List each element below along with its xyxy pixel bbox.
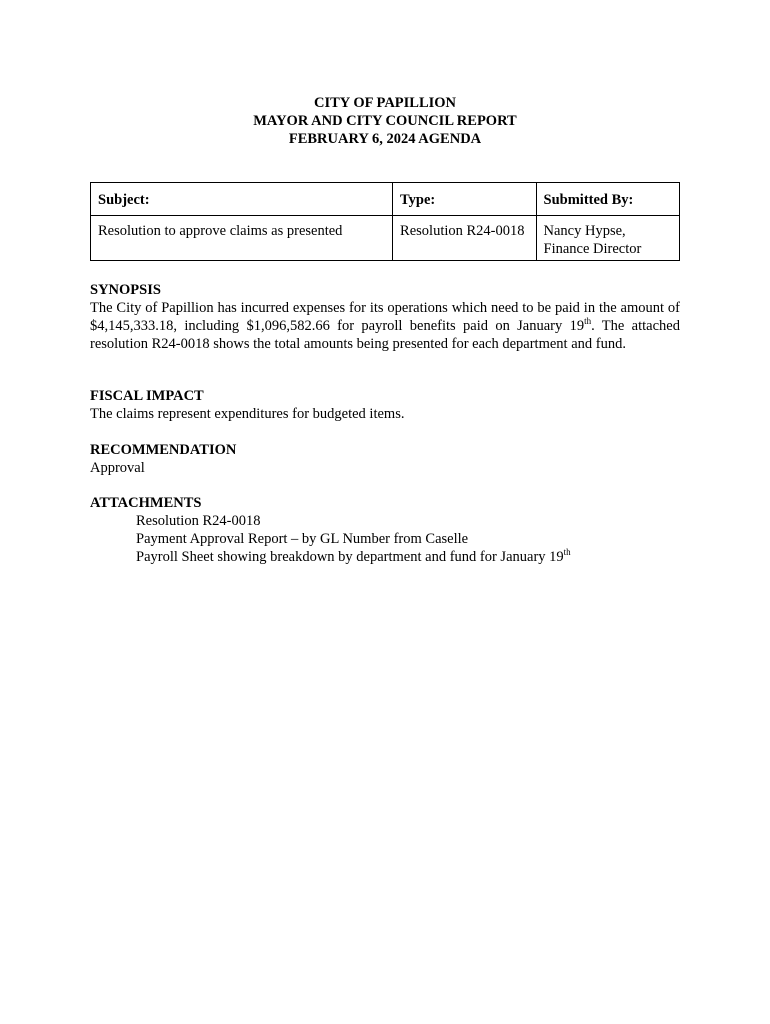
info-table-row (91, 216, 680, 261)
synopsis-title: SYNOPSIS (90, 282, 161, 298)
subject-header: Subject: (91, 183, 393, 216)
type-header: Type: (393, 183, 536, 216)
attachment-item: Resolution R24-0018 (136, 513, 261, 529)
recommendation-title: RECOMMENDATION (90, 442, 237, 458)
attachment-item (136, 548, 680, 566)
type-cell: Resolution R24-0018 (393, 216, 536, 261)
attachment-item-superscript: th (563, 547, 571, 558)
attachments-title: ATTACHMENTS (90, 495, 202, 511)
synopsis-text-part1: The City of Papillion has incurred expenses for its operations which need to be paid in the amount of $4,145,333.18, including $1,096,582.66 for payroll benefits paid on January 19 (90, 300, 680, 334)
submitted-by-header: Submitted By: (536, 183, 679, 216)
synopsis-text (90, 299, 680, 353)
fiscal-impact-text: The claims represent expenditures for budgeted items. (90, 406, 405, 422)
recommendation-section (90, 441, 680, 477)
header-agenda-date: FEBRUARY 6, 2024 AGENDA (288, 131, 482, 147)
recommendation-text: Approval (90, 460, 145, 476)
fiscal-impact-section (90, 387, 680, 423)
attachment-item-text: Payroll Sheet showing breakdown by department and fund for January 19 (136, 549, 564, 565)
submitted-by-title: Finance Director (543, 241, 642, 257)
synopsis-text-part2: . The attached resolution R24-0018 shows the total amounts being presented for each department and fund. (90, 318, 680, 352)
info-table (90, 182, 680, 261)
submitted-by-name: Nancy Hypse, (543, 223, 626, 239)
info-table-header-row (91, 183, 680, 216)
submitted-by-cell (536, 216, 679, 261)
attachment-item: Payment Approval Report – by GL Number from Caselle (136, 531, 469, 547)
synopsis-superscript: th (584, 316, 592, 327)
attachments-section (90, 494, 680, 566)
fiscal-impact-title: FISCAL IMPACT (90, 388, 204, 404)
synopsis-section (90, 281, 680, 353)
document-header (0, 94, 770, 148)
header-report-title: MAYOR AND CITY COUNCIL REPORT (253, 113, 517, 129)
attachments-list (136, 512, 680, 566)
header-city-name: CITY OF PAPILLION (313, 95, 457, 111)
subject-cell: Resolution to approve claims as presented (91, 216, 393, 261)
